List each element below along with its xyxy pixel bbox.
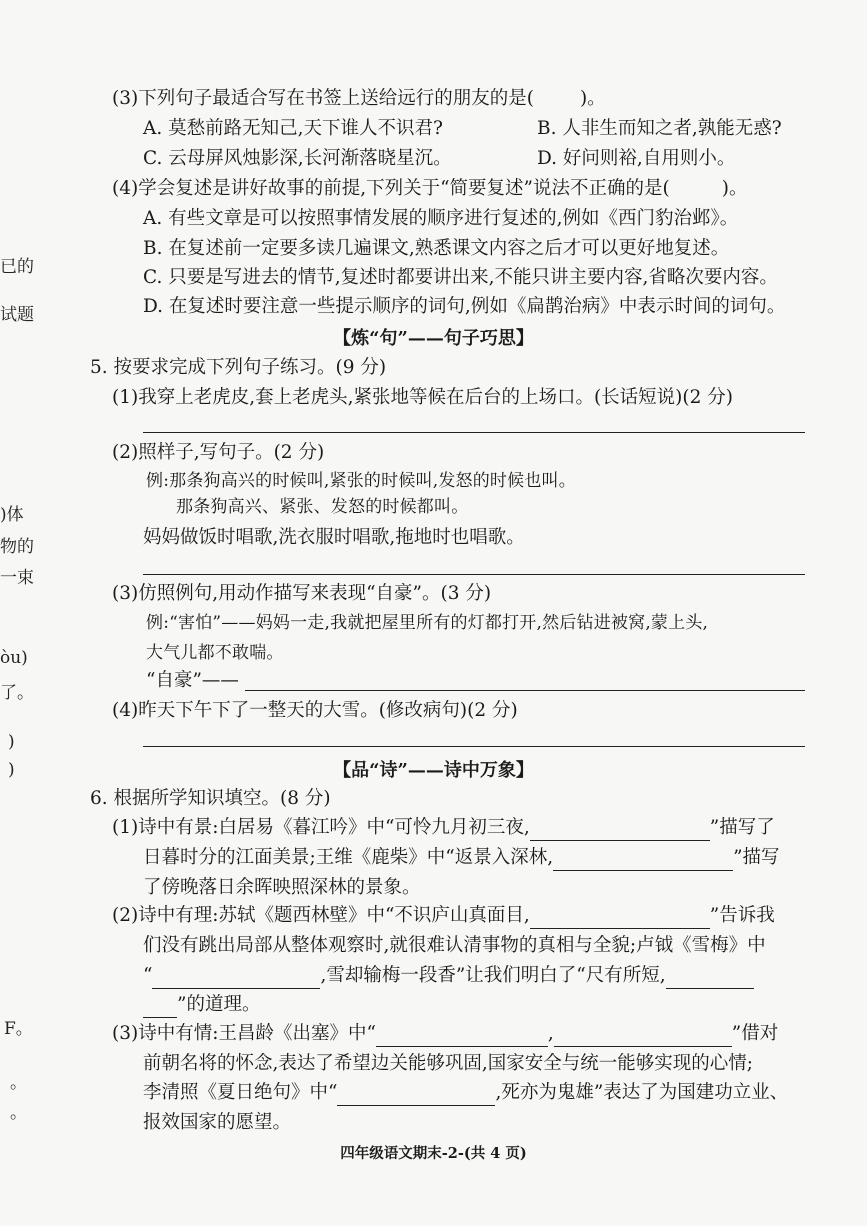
- q5-sub3-title: (3)仿照例句,用动作描写来表现“自豪”。(3 分): [112, 583, 492, 604]
- q6-blank-6[interactable]: [376, 1026, 548, 1047]
- q6-blank-4[interactable]: [152, 968, 320, 989]
- q5-title: 5. 按要求完成下列句子练习。(9 分): [90, 357, 387, 378]
- q6-title: 6. 根据所学知识填空。(8 分): [90, 788, 331, 809]
- q6-blank-5[interactable]: [666, 968, 754, 989]
- q3-option-b: B. 人非生而知之者,孰能无惑?: [537, 118, 782, 139]
- q6-p2-line1: (2)诗中有理:苏轼《题西林壁》中“不识庐山真面目, ”告诉我: [112, 903, 775, 929]
- q3-option-a: A. 莫愁前路无知己,天下谁人不识君?: [143, 118, 443, 139]
- q6-p1-line2: 日暮时分的江面美景;王维《鹿柴》中“返景入深林, ”描写: [143, 845, 780, 871]
- q6-blank-7[interactable]: [554, 1026, 732, 1047]
- section-header-poetry: 【品“诗”——诗中万象】: [333, 760, 534, 781]
- q5-sub2-title: (2)照样子,写句子。(2 分): [112, 442, 325, 463]
- left-fragment: 试题: [0, 305, 34, 325]
- left-fragment: 。: [10, 1073, 27, 1093]
- q6-p1-line1: (1)诗中有景:白居易《暮江吟》中“可怜九月初三夜, ”描写了: [112, 815, 775, 841]
- q5-sub3-example-1: 例:“害怕”——妈妈一走,我就把屋里所有的灯都打开,然后钻进被窝,蒙上头,: [146, 613, 709, 633]
- q3-stem: (3)下列句子最适合写在书签上送给远行的朋友的是( )。: [112, 88, 606, 109]
- q5-sub1: (1)我穿上老虎皮,套上老虎头,紧张地等候在后台的上场口。(长话短说)(2 分): [112, 387, 733, 408]
- q5-sub4-answer-line[interactable]: [143, 746, 805, 747]
- q6-blank-8[interactable]: [337, 1085, 495, 1106]
- q5-sub3-answer-line[interactable]: [245, 690, 805, 691]
- q6-p3-line1: (3)诗中有情:王昌龄《出塞》中“ , ”借对: [112, 1021, 778, 1047]
- q4-option-b: B. 在复述前一定要多读几遍课文,熟悉课文内容之后才可以更好地复述。: [143, 238, 730, 259]
- q5-sub3-example-2: 大气儿都不敢喘。: [146, 643, 284, 663]
- q6-p2-line2: 们没有跳出局部从整体观察时,就很难认清事物的真相与全貌;卢钺《雪梅》中: [143, 935, 766, 956]
- q4-stem: (4)学会复述是讲好故事的前提,下列关于“简要复述”说法不正确的是( )。: [112, 178, 748, 199]
- q6-p1-line3: 了傍晚落日余晖映照深林的景象。: [143, 877, 421, 898]
- page-footer: 四年级语文期末-2-(共 4 页): [340, 1145, 527, 1162]
- left-fragment: ): [8, 760, 15, 780]
- left-fragment: 。: [10, 1103, 27, 1123]
- q6-blank-5-cont[interactable]: [143, 997, 177, 1018]
- q6-p2-line4: ”的道理。: [143, 992, 260, 1018]
- q6-p3-line3: 李清照《夏日绝句》中“ ,死亦为鬼雄”表达了为国建功立业、: [143, 1080, 788, 1106]
- q6-p3-line2: 前朝名将的怀念,表达了希望边关能够巩固,国家安全与统一能够实现的心情;: [143, 1053, 753, 1074]
- q6-p2-line3: “ ,雪却输梅一段香”让我们明白了“尺有所短,: [143, 963, 754, 989]
- q3-option-d: D. 好问则裕,自用则小。: [537, 148, 736, 169]
- left-fragment: 了。: [0, 683, 34, 703]
- q5-sub1-answer-line[interactable]: [143, 432, 805, 433]
- q5-sub2-example-2: 那条狗高兴、紧张、发怒的时候都叫。: [176, 497, 469, 517]
- left-fragment: 物的: [0, 537, 34, 557]
- q6-blank-3[interactable]: [530, 908, 710, 929]
- section-header-sentences: 【炼“句”——句子巧思】: [333, 328, 534, 349]
- q5-sub2-answer-line[interactable]: [143, 574, 805, 575]
- left-fragment: )体: [0, 505, 24, 525]
- left-fragment: òu): [0, 648, 28, 668]
- q6-p3-line4: 报效国家的愿望。: [143, 1112, 292, 1133]
- q3-option-c: C. 云母屏风烛影深,长河渐落晓星沉。: [143, 148, 452, 169]
- q4-option-d: D. 在复述时要注意一些提示顺序的词句,例如《扁鹊治病》中表示时间的词句。: [143, 296, 786, 317]
- q6-blank-2[interactable]: [553, 850, 733, 871]
- left-fragment: 已的: [0, 257, 34, 277]
- q5-sub2-question: 妈妈做饭时唱歌,洗衣服时唱歌,拖地时也唱歌。: [143, 527, 525, 548]
- q5-sub3-prompt: “自豪”——: [146, 670, 239, 691]
- q5-sub4: (4)昨天下午下了一整天的大雪。(修改病句)(2 分): [112, 700, 518, 721]
- q6-blank-1[interactable]: [530, 820, 710, 841]
- left-fragment: F。: [4, 1019, 33, 1039]
- left-fragment: ): [8, 732, 15, 752]
- q5-sub2-example-1: 例:那条狗高兴的时候叫,紧张的时候叫,发怒的时候也叫。: [146, 471, 576, 491]
- q4-option-c: C. 只要是写进去的情节,复述时都要讲出来,不能只讲主要内容,省略次要内容。: [143, 267, 778, 288]
- q4-option-a: A. 有些文章是可以按照事情发展的顺序进行复述的,例如《西门豹治邺》。: [143, 208, 739, 229]
- left-fragment: 一束: [0, 568, 34, 588]
